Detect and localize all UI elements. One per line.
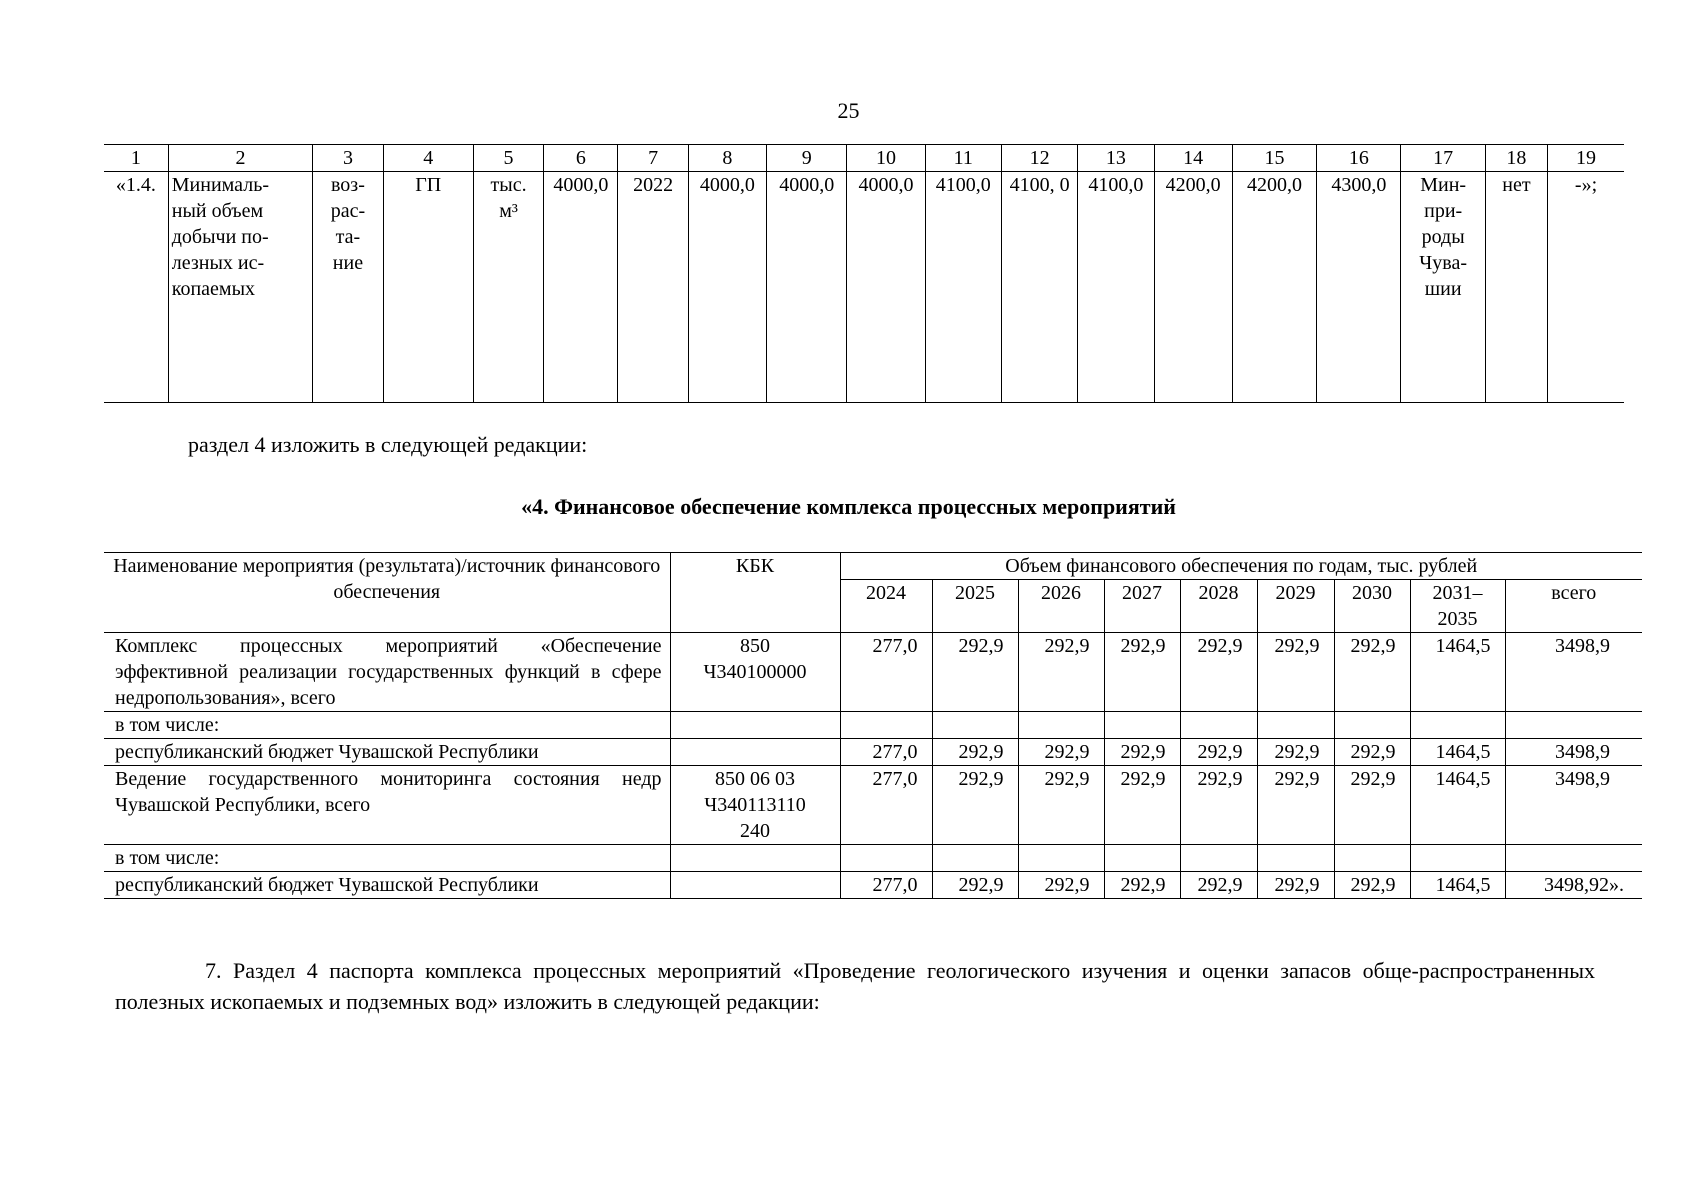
value-cell: 277,0 [840,739,932,766]
column-number-cell: 3 [313,145,383,172]
volume-column-header: Объем финансового обеспечения по годам, тыс. рублей [840,553,1642,580]
value-cell: 292,9 [1257,633,1334,712]
year-header-cell: 2029 [1257,580,1334,633]
year-header-cell: 2026 [1018,580,1104,633]
column-number-cell: 17 [1401,145,1485,172]
value-cell: 292,9 [932,872,1018,899]
column-number-cell: 1 [104,145,168,172]
indicator-cell: 4000,0 [767,172,847,403]
indicator-cell: 4100,0 [1078,172,1154,403]
value-cell: 292,9 [1104,739,1180,766]
column-number-cell: 6 [544,145,618,172]
value-cell: 3498,9 [1505,766,1642,845]
row-name-cell: республиканский бюджет Чувашской Республики [104,739,670,766]
column-number-cell: 7 [618,145,688,172]
indicator-cell: нет [1485,172,1547,403]
indicator-cell: 4300,0 [1317,172,1401,403]
value-cell [1180,845,1257,872]
value-cell: 3498,9 [1505,633,1642,712]
value-cell [1018,845,1104,872]
value-cell: 277,0 [840,872,932,899]
value-cell [1410,845,1505,872]
indicator-cell: 2022 [618,172,688,403]
value-cell [932,712,1018,739]
column-number-cell: 13 [1078,145,1154,172]
value-cell: 292,9 [932,633,1018,712]
page-number: 25 [837,98,860,123]
year-header-cell: всего [1505,580,1642,633]
instruction-paragraph: раздел 4 изложить в следующей редакции: [188,432,588,457]
indicator-cell: воз- рас- та- ние [313,172,383,403]
value-cell: 292,9 [932,766,1018,845]
value-cell: 292,9 [1257,766,1334,845]
year-header-cell: 2024 [840,580,932,633]
value-cell [840,845,932,872]
value-cell: 292,9 [1180,739,1257,766]
column-number-cell: 19 [1548,145,1624,172]
row-name-cell: Комплекс процессных мероприятий «Обеспечение эффективной реализации государственных функций в сфере недропользования», всего [104,633,670,712]
year-header-cell: 2030 [1334,580,1410,633]
value-cell [1334,845,1410,872]
indicator-cell: 4100, 0 [1001,172,1077,403]
kbk-cell [670,845,840,872]
column-number-cell: 4 [383,145,473,172]
value-cell [1505,712,1642,739]
year-header-cell: 2028 [1180,580,1257,633]
value-cell: 1464,5 [1410,633,1505,712]
indicator-cell: Минималь- ный объем добычи по- лезных ис- копаемых [168,172,313,403]
value-cell [1257,845,1334,872]
value-cell: 292,9 [1104,872,1180,899]
kbk-cell: 850 06 03 Ч340113110 240 [670,766,840,845]
value-cell: 277,0 [840,633,932,712]
column-number-cell: 16 [1317,145,1401,172]
value-cell: 292,9 [1104,766,1180,845]
year-header-cell: 2025 [932,580,1018,633]
value-cell [1104,712,1180,739]
kbk-cell: 850 Ч340100000 [670,633,840,712]
indicator-cell: -»; [1548,172,1624,403]
financing-table [104,552,1642,899]
indicator-cell: 4200,0 [1232,172,1316,403]
value-cell [1104,845,1180,872]
financing-row [104,766,1642,845]
value-cell: 292,9 [1334,739,1410,766]
financing-row [104,633,1642,712]
indicator-cell: тыс. м³ [473,172,543,403]
financing-row [104,739,1642,766]
value-cell: 292,9 [1018,766,1104,845]
value-cell: 3498,92». [1505,872,1642,899]
indicator-cell: 4000,0 [544,172,618,403]
indicator-cell: Мин- при- роды Чува- шии [1401,172,1485,403]
value-cell: 292,9 [1257,739,1334,766]
kbk-cell [670,739,840,766]
value-cell [1180,712,1257,739]
column-number-cell: 15 [1232,145,1316,172]
column-number-cell: 8 [688,145,766,172]
value-cell: 3498,9 [1505,739,1642,766]
value-cell: 292,9 [1018,872,1104,899]
indicator-table-header [104,145,1624,172]
year-header-cell: 2031– 2035 [1410,580,1505,633]
value-cell: 292,9 [1334,872,1410,899]
value-cell: 292,9 [1018,739,1104,766]
name-column-header: Наименование мероприятия (результата)/источник финансового обеспечения [104,553,670,633]
value-cell [1410,712,1505,739]
row-name-cell: Ведение государственного мониторинга состояния недр Чувашской Республики, всего [104,766,670,845]
value-cell: 292,9 [1180,872,1257,899]
indicator-cell: ГП [383,172,473,403]
value-cell: 292,9 [1334,633,1410,712]
value-cell: 1464,5 [1410,739,1505,766]
value-cell [1018,712,1104,739]
column-number-cell: 10 [847,145,925,172]
indicator-table [104,144,1624,403]
section-title: «4. Финансовое обеспечение комплекса процессных мероприятий [521,494,1176,519]
kbk-column-header: КБК [670,553,840,633]
column-number-cell: 9 [767,145,847,172]
value-cell: 292,9 [1104,633,1180,712]
value-cell: 1464,5 [1410,766,1505,845]
indicator-table-row [104,172,1624,403]
indicator-cell: 4100,0 [925,172,1001,403]
indicator-cell: 4000,0 [847,172,925,403]
value-cell [840,712,932,739]
row-name-cell: республиканский бюджет Чувашской Республики [104,872,670,899]
value-cell: 1464,5 [1410,872,1505,899]
row-name-cell: в том числе: [104,712,670,739]
row-name-cell: в том числе: [104,845,670,872]
value-cell: 292,9 [1180,766,1257,845]
value-cell [1505,845,1642,872]
column-number-cell: 11 [925,145,1001,172]
value-cell: 292,9 [1018,633,1104,712]
financing-row [104,872,1642,899]
value-cell: 277,0 [840,766,932,845]
value-cell [932,845,1018,872]
indicator-cell: 4200,0 [1154,172,1232,403]
value-cell: 292,9 [1257,872,1334,899]
column-number-cell: 14 [1154,145,1232,172]
value-cell: 292,9 [1180,633,1257,712]
column-number-cell: 18 [1485,145,1547,172]
closing-paragraph: 7. Раздел 4 паспорта комплекса процессных мероприятий «Проведение геологического изучения и оценки запасов обще-распространенных полезных ископаемых и подземных вод» изложить в следующей редакции: [115,958,1595,1014]
year-header-cell: 2027 [1104,580,1180,633]
indicator-cell: «1.4. [104,172,168,403]
financing-row [104,845,1642,872]
value-cell: 292,9 [1334,766,1410,845]
column-number-cell: 5 [473,145,543,172]
kbk-cell [670,712,840,739]
value-cell [1257,712,1334,739]
value-cell [1334,712,1410,739]
financing-header-row [104,553,1642,580]
indicator-cell: 4000,0 [688,172,766,403]
kbk-cell [670,872,840,899]
value-cell: 292,9 [932,739,1018,766]
column-number-cell: 12 [1001,145,1077,172]
financing-row [104,712,1642,739]
column-number-cell: 2 [168,145,313,172]
